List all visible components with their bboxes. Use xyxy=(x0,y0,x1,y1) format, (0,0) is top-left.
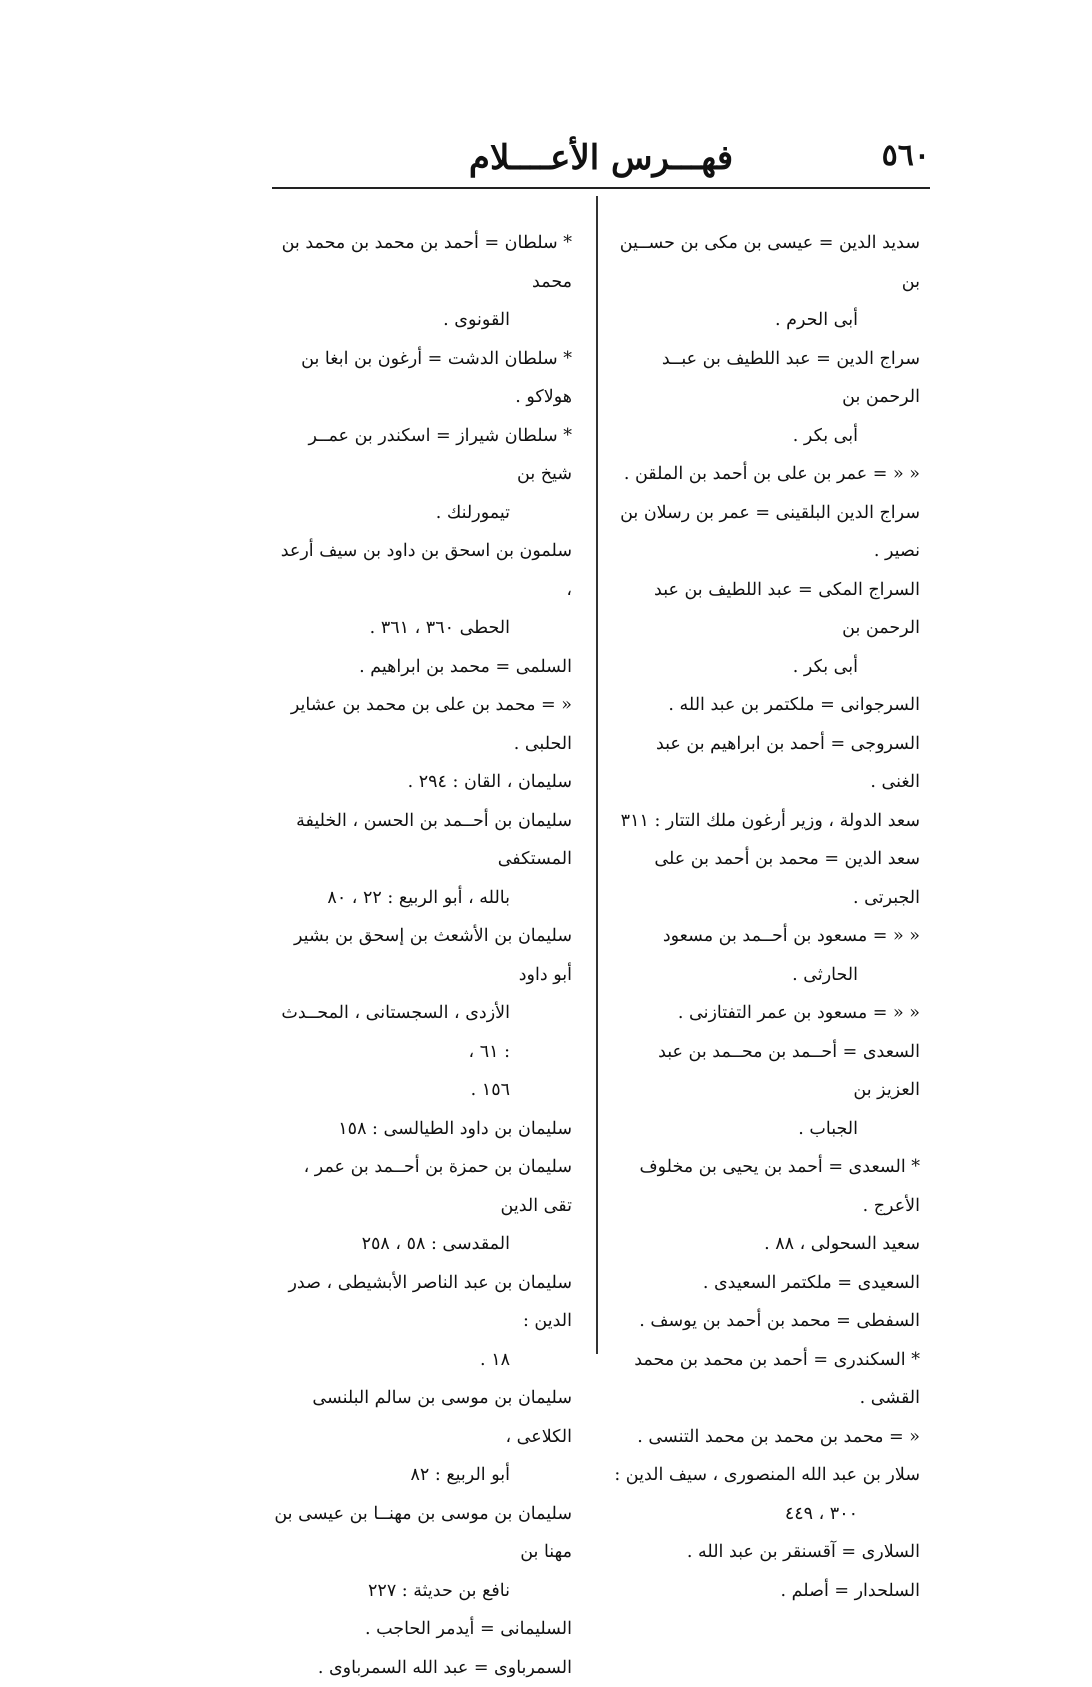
entry-main-line: سلمون بن اسحق بن داود بن سيف أرعد ، xyxy=(272,532,572,609)
index-entry xyxy=(272,1071,572,1110)
index-entry xyxy=(272,1110,572,1149)
index-entry xyxy=(612,840,920,917)
entry-main-line: « = محمد بن محمد بن محمد التنسى . xyxy=(612,1418,920,1457)
index-entry xyxy=(272,802,572,918)
entry-main-line: السمرباوى = عبد الله السمرباوى . xyxy=(272,1649,572,1687)
entry-main-line: السروجى = أحمد بن ابراهيم بن عبد الغنى . xyxy=(612,725,920,802)
entry-main-line: سليمان بن حمزة بن أحــمد بن عمر ، تقى الدين xyxy=(272,1148,572,1225)
index-entry xyxy=(612,1148,920,1225)
index-entry xyxy=(272,340,572,417)
entry-main-line: سعد الدولة ، وزير أرغون ملك التتار : ٣١١ xyxy=(612,802,920,841)
entry-main-line: السراج المكى = عبد اللطيف بن عبد الرحمن بن xyxy=(612,571,920,648)
index-entry xyxy=(272,1610,572,1649)
index-entry xyxy=(612,224,920,340)
entry-main-line: سراج الدين = عبد اللطيف بن عبــد الرحمن بن xyxy=(612,340,920,417)
index-entry xyxy=(612,1572,920,1611)
index-column-right xyxy=(612,224,920,1610)
entry-continuation-line: الحارثى . xyxy=(612,956,920,995)
entry-main-line: السلحدار = أصلم . xyxy=(612,1572,920,1611)
index-entry xyxy=(612,725,920,802)
entry-main-line: سليمان بن موسى بن مهنــا بن عيسى بن مهنا بن xyxy=(272,1495,572,1572)
index-column-left xyxy=(272,224,572,1687)
index-entry xyxy=(612,802,920,841)
entry-main-line: سليمان بن الأشعث بن إسحق بن بشير أبو داود xyxy=(272,917,572,994)
index-entry xyxy=(272,686,572,763)
index-entry xyxy=(612,1302,920,1341)
entry-main-line: السعيدى = ملكتمر السعيدى . xyxy=(612,1264,920,1303)
index-entry xyxy=(272,1148,572,1264)
entry-main-line: * سلطان = أحمد بن محمد بن محمد بن محمد xyxy=(272,224,572,301)
entry-main-line: سليمان بن موسى بن سالم البلنسى الكلاعى ، xyxy=(272,1379,572,1456)
entry-continuation-line: أبو الربيع : ٨٢ xyxy=(272,1456,572,1495)
page-header xyxy=(272,138,930,184)
index-entry xyxy=(272,224,572,340)
entry-continuation-line: ١٨ . xyxy=(272,1341,572,1380)
index-entry xyxy=(272,1379,572,1495)
entry-main-line: سليمان بن أحــمد بن الحسن ، الخليفة المستكفى xyxy=(272,802,572,879)
entry-continuation-line: المقدسى : ٥٨ ، ٢٥٨ xyxy=(272,1225,572,1264)
entry-main-line: سعد الدين = محمد بن أحمد بن على الجبرتى . xyxy=(612,840,920,917)
entry-main-line: سليمان ، القان : ٢٩٤ . xyxy=(272,763,572,802)
index-entry xyxy=(272,648,572,687)
entry-main-line: « « = عمر بن على بن أحمد بن الملقن . xyxy=(612,455,920,494)
entry-main-line: السعدى = أحــمد بن محــمد بن عبد العزيز بن xyxy=(612,1033,920,1110)
index-entry xyxy=(272,1264,572,1380)
index-entry xyxy=(612,455,920,494)
index-entry xyxy=(272,917,572,1071)
entry-continuation-line: تيمورلنك . xyxy=(272,494,572,533)
entry-main-line: السليمانى = أيدمر الحاجب . xyxy=(272,1610,572,1649)
index-entry xyxy=(612,1264,920,1303)
entry-main-line: * سلطان شيراز = اسكندر بن عمــر شيخ بن xyxy=(272,417,572,494)
column-divider xyxy=(596,196,598,1354)
entry-main-line: السرجوانى = ملكتمر بن عبد الله . xyxy=(612,686,920,725)
index-entry xyxy=(272,1649,572,1687)
index-entry xyxy=(612,1456,920,1533)
entry-main-line: سعيد السحولى ، ٨٨ . xyxy=(612,1225,920,1264)
entry-continuation-line: أبى بكر . xyxy=(612,648,920,687)
entry-continuation-line: الأزدى ، السجستانى ، المحــدث : ٦١ ، xyxy=(272,994,572,1071)
index-entry xyxy=(612,1418,920,1457)
header-rule xyxy=(272,187,930,189)
entry-continuation-line: بالله ، أبو الربيع : ٢٢ ، ٨٠ xyxy=(272,879,572,918)
entry-continuation-line: أبى الحرم . xyxy=(612,301,920,340)
entry-main-line: سلار بن عبد الله المنصورى ، سيف الدين : xyxy=(612,1456,920,1495)
entry-main-line: سليمان بن عبد الناصر الأبشيطى ، صدر الدين : xyxy=(272,1264,572,1341)
entry-main-line: « « = مسعود بن عمر التفتازنى . xyxy=(612,994,920,1033)
entry-main-line: السلارى = آقسنقر بن عبد الله . xyxy=(612,1533,920,1572)
entry-main-line: * السكندرى = أحمد بن محمد بن محمد القشى . xyxy=(612,1341,920,1418)
page-number: ٥٦٠ xyxy=(882,138,930,173)
index-entry xyxy=(612,494,920,571)
index-entry xyxy=(612,1341,920,1418)
index-entry xyxy=(612,1533,920,1572)
index-entry xyxy=(612,686,920,725)
entry-main-line: سليمان بن داود الطيالسى : ١٥٨ xyxy=(272,1110,572,1149)
entry-main-line: * سلطان الدشت = أرغون بن ابغا بن هولاكو . xyxy=(272,340,572,417)
index-entry xyxy=(612,1033,920,1149)
entry-main-line: السفطى = محمد بن أحمد بن يوسف . xyxy=(612,1302,920,1341)
index-entry xyxy=(272,417,572,533)
index-entry xyxy=(612,994,920,1033)
index-entry xyxy=(612,1225,920,1264)
entry-main-line: « = محمد بن على بن محمد بن عشاير الحلبى . xyxy=(272,686,572,763)
index-entry xyxy=(272,532,572,648)
entry-main-line: سراج الدين البلقينى = عمر بن رسلان بن نصير . xyxy=(612,494,920,571)
entry-continuation-line: القونوى . xyxy=(272,301,572,340)
entry-continuation-line: ١٥٦ . xyxy=(272,1071,572,1110)
index-entry xyxy=(272,763,572,802)
index-entry xyxy=(612,571,920,687)
index-entry xyxy=(612,917,920,994)
entry-main-line: سديد الدين = عيسى بن مكى بن حســين بن xyxy=(612,224,920,301)
entry-continuation-line: الجباب . xyxy=(612,1110,920,1149)
entry-main-line: * السعدى = أحمد بن يحيى بن مخلوف الأعرج . xyxy=(612,1148,920,1225)
index-entry xyxy=(272,1495,572,1611)
page-title: فهـــرس الأعــــلام xyxy=(272,138,930,178)
entry-main-line: السلمى = محمد بن ابراهيم . xyxy=(272,648,572,687)
entry-continuation-line: الحطى ٣٦٠ ، ٣٦١ . xyxy=(272,609,572,648)
entry-main-line: « « = مسعود بن أحــمد بن مسعود xyxy=(612,917,920,956)
entry-continuation-line: ٣٠٠ ، ٤٤٩ xyxy=(612,1495,920,1534)
entry-continuation-line: أبى بكر . xyxy=(612,417,920,456)
index-entry xyxy=(612,340,920,456)
entry-continuation-line: نافع بن حديثة : ٢٢٧ xyxy=(272,1572,572,1611)
